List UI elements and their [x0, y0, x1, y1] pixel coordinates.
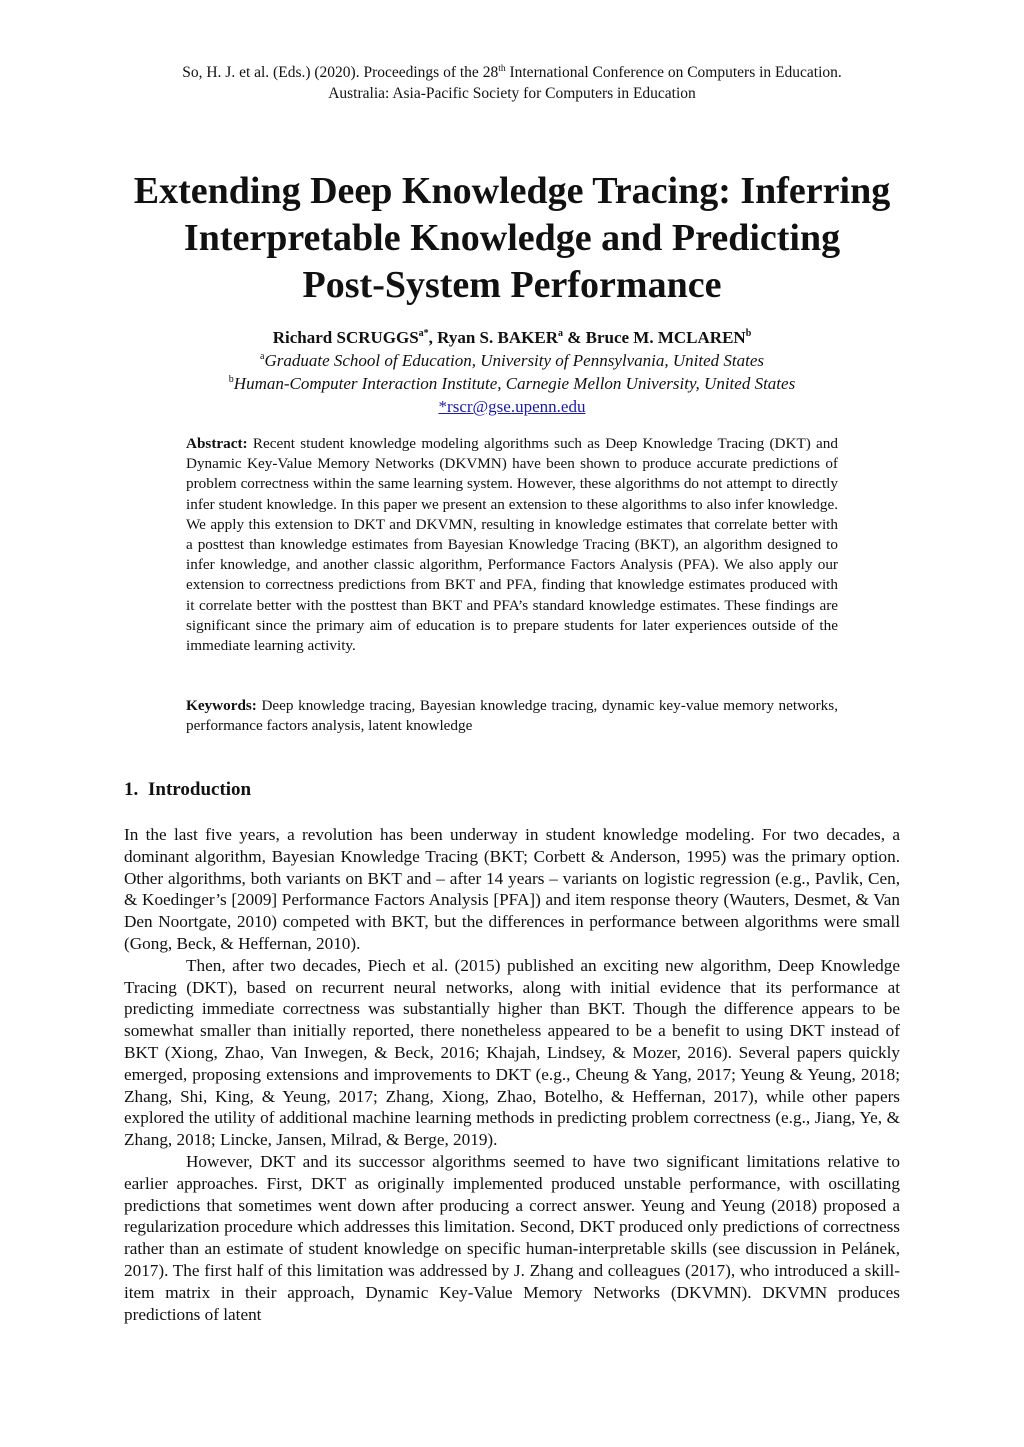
keywords: [186, 696, 838, 736]
header-line-1-text: So, H. J. et al. (Eds.) (2020). Proceedings of the 28: [182, 64, 499, 81]
header-line-2: Australia: Asia-Pacific Society for Computers in Education: [328, 85, 696, 102]
affiliation-a-sup: a: [260, 351, 265, 362]
email-line: [0, 395, 1024, 418]
author-3-sup: b: [745, 328, 752, 339]
section-title: Introduction: [148, 779, 252, 800]
paragraph-3: However, DKT and its successor algorithms seemed to have two significant limitations relative to earlier approaches. First, DKT as originally implemented produced unstable performance, with oscillating predictions that sometimes went down after producing a correct answer. Yeung and Yeung (2018) proposed a regularization procedure which addresses this limitation. Second, DKT produced only predictions of correctness rather than an estimate of student knowledge on specific human-interpretable skills (see discussion in Pelánek, 2017). The first half of this limitation was addressed by J. Zhang and colleagues (2017), who introduced a skill-item matrix in their approach, Dynamic Key-Value Memory Networks (DKVMN). DKVMN produces predictions of latent: [124, 1151, 900, 1324]
affiliation-a: [0, 349, 1024, 372]
header-superscript: th: [498, 64, 506, 74]
section-heading-introduction: [124, 779, 251, 801]
abstract-text: Recent student knowledge modeling algorithms such as Deep Knowledge Tracing (DKT) and Dynamic Key-Value Memory Networks (DKVMN) have been shown to produce accurate predictions of problem correctness within the same learning system. However, these algorithms do not attempt to directly infer student knowledge. In this paper we present an extension to these algorithms to also infer knowledge. We apply this extension to DKT and DKVMN, resulting in knowledge estimates that correlate better with a posttest than knowledge estimates from Bayesian Knowledge Tracing (BKT), an algorithm designed to infer knowledge, and another classic algorithm, Performance Factors Analysis (PFA). We also apply our extension to correctness predictions from BKT and PFA, finding that knowledge estimates produced with it correlate better with the posttest than BKT and PFA’s standard knowledge estimates. These findings are significant since the primary aim of education is to prepare students for later experiences outside of the immediate learning activity.: [186, 435, 838, 655]
affiliation-a-text: Graduate School of Education, University of Pennsylvania, United States: [264, 351, 764, 370]
affiliation-b-sup: b: [228, 374, 234, 385]
author-email-link[interactable]: *rscr@gse.upenn.edu: [438, 397, 586, 416]
abstract-label: Abstract:: [186, 435, 248, 452]
paragraph-2: Then, after two decades, Piech et al. (2015) published an exciting new algorithm, Deep Knowledge Tracing (DKT), based on recurrent neural networks, along with initial evidence that its performance at predicting immediate correctness was substantially higher than BKT. Though the difference appears to be somewhat smaller than initially reported, there nonetheless appeared to be a benefit to using DKT instead of BKT (Xiong, Zhao, Van Inwegen, & Beck, 2016; Khajah, Lindsey, & Mozer, 2016). Several papers quickly emerged, proposing extensions and improvements to DKT (e.g., Cheung & Yang, 2017; Yeung & Yeung, 2018; Zhang, Shi, King, & Yeung, 2017; Zhang, Xiong, Zhao, Botelho, & Heffernan, 2017), while other papers explored the utility of additional machine learning methods in predicting problem correctness (e.g., Jiang, Ye, & Zhang, 2018; Lincke, Jansen, Milrad, & Berge, 2019).: [124, 955, 900, 1150]
title-line-1: Extending Deep Knowledge Tracing: Inferring: [133, 170, 891, 212]
author-2: , Ryan S. BAKER: [428, 328, 558, 347]
title-line-3: Post-System Performance: [302, 264, 722, 306]
paper-title: [100, 168, 924, 309]
paragraph-1: In the last five years, a revolution has been underway in student knowledge modeling. For two decades, a dominant algorithm, Bayesian Knowledge Tracing (BKT; Corbett & Anderson, 1995) was the primary option. Other algorithms, both variants on BKT and – after 14 years – variants on logistic regression (e.g., Pavlik, Cen, & Koedinger’s [2009] Performance Factors Analysis [PFA]) and item response theory (Wauters, Desmet, & Van Den Noortgate, 2010) competed with BKT, but the differences in performance between algorithms were small (Gong, Beck, & Heffernan, 2010).: [124, 825, 900, 953]
section-number: 1.: [124, 779, 139, 800]
title-line-2: Interpretable Knowledge and Predicting: [183, 217, 841, 259]
author-1: Richard SCRUGGS: [272, 328, 419, 347]
author-3: & Bruce M. MCLAREN: [562, 328, 746, 347]
author-block: [0, 326, 1024, 418]
proceedings-header: [0, 62, 1024, 104]
author-2-sup: a: [557, 328, 563, 339]
keywords-label: Keywords:: [186, 697, 257, 714]
affiliation-b: [0, 372, 1024, 395]
author-names: [0, 326, 1024, 349]
author-1-sup: a*: [418, 328, 429, 339]
abstract: [186, 434, 838, 656]
keywords-text: Deep knowledge tracing, Bayesian knowledge tracing, dynamic key-value memory networks, performance factors analysis, latent knowledge: [186, 697, 838, 735]
introduction-body: [124, 824, 900, 1325]
header-line-1: [0, 62, 1024, 83]
affiliation-b-text: Human-Computer Interaction Institute, Carnegie Mellon University, United States: [233, 374, 796, 393]
header-line-1-text-end: International Conference on Computers in Education.: [505, 64, 842, 81]
